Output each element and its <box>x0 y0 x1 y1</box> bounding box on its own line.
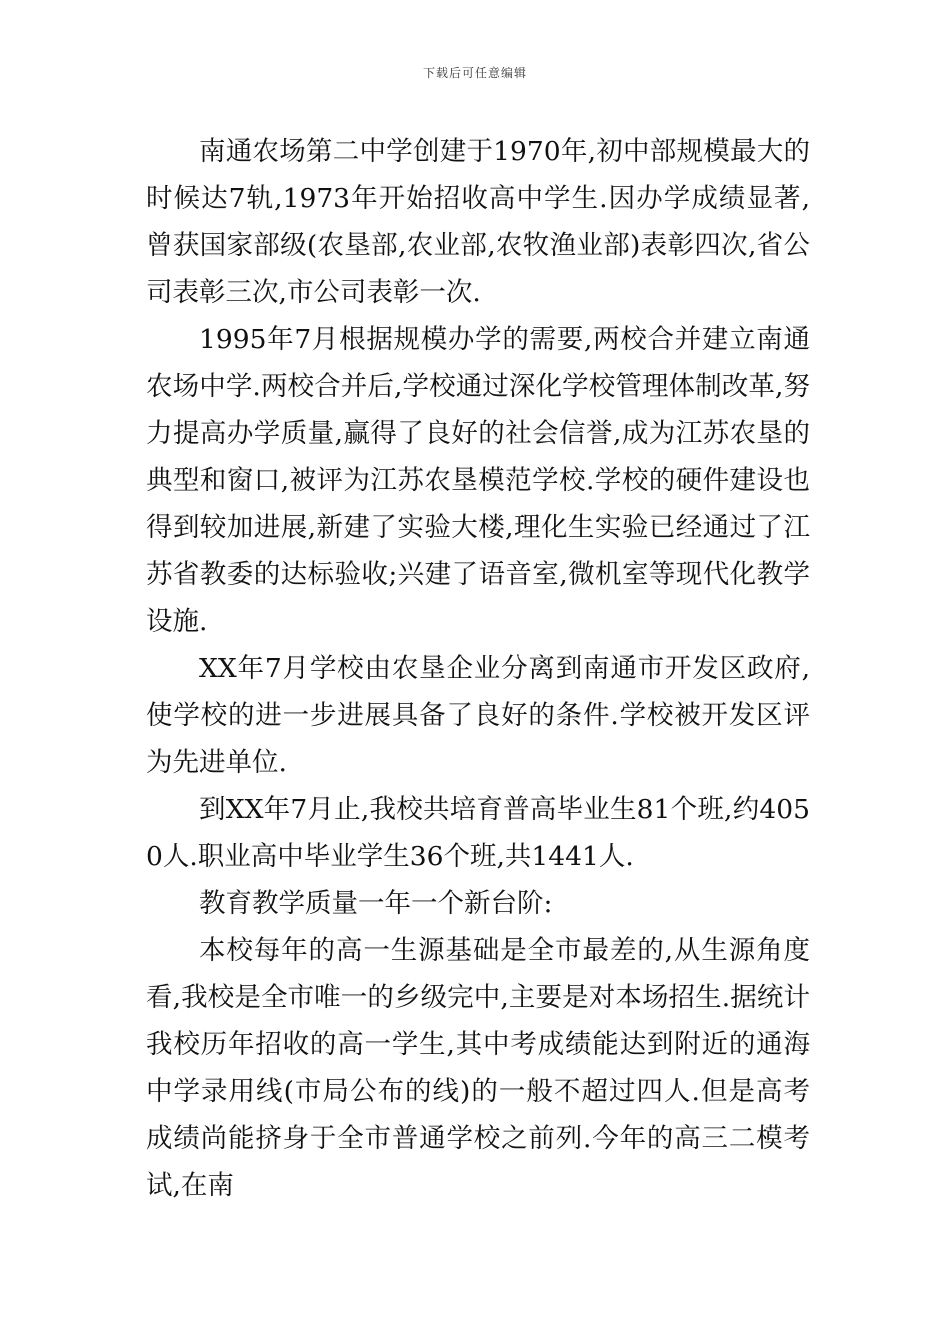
paragraph: 1995年7月根据规模办学的需要,两校合并建立南通农场中学.两校合并后,学校通过深化学校管理体制改革,努力提高办学质量,赢得了良好的社会信誉,成为江苏农垦的典型和窗口,被评为江苏农垦模范学校.学校的硬件建设也得到较加进展,新建了实验大楼,理化生实验已经通过了江苏省教委的达标验收;兴建了语音室,微机室等现代化教学设施. <box>146 324 810 637</box>
header-note: 下载后可任意编辑 <box>422 66 527 80</box>
paragraph: XX年7月学校由农垦企业分离到南通市开发区政府,使学校的进一步进展具备了良好的条件.学校被开发区评为先进单位. <box>146 653 810 778</box>
document-body <box>146 128 810 1209</box>
paragraph: 到XX年7月止,我校共培育普高毕业生81个班,约4050人.职业高中毕业学生36个班,共1441人. <box>146 794 810 872</box>
paragraph: 本校每年的高一生源基础是全市最差的,从生源角度看,我校是全市唯一的乡级完中,主要是对本场招生.据统计我校历年招收的高一学生,其中考成绩能达到附近的通海中学录用线(市局公布的线)的一般不超过四人.但是高考成绩尚能挤身于全市普通学校之前列.今年的高三二模考试,在南 <box>146 935 810 1201</box>
paragraph: 教育教学质量一年一个新台阶: <box>199 888 553 919</box>
paragraph: 南通农场第二中学创建于1970年,初中部规模最大的时候达7轨,1973年开始招收高中学生.因办学成绩显著,曾获国家部级(农垦部,农业部,农牧渔业部)表彰四次,省公司表彰三次,市公司表彰一次. <box>146 136 810 308</box>
